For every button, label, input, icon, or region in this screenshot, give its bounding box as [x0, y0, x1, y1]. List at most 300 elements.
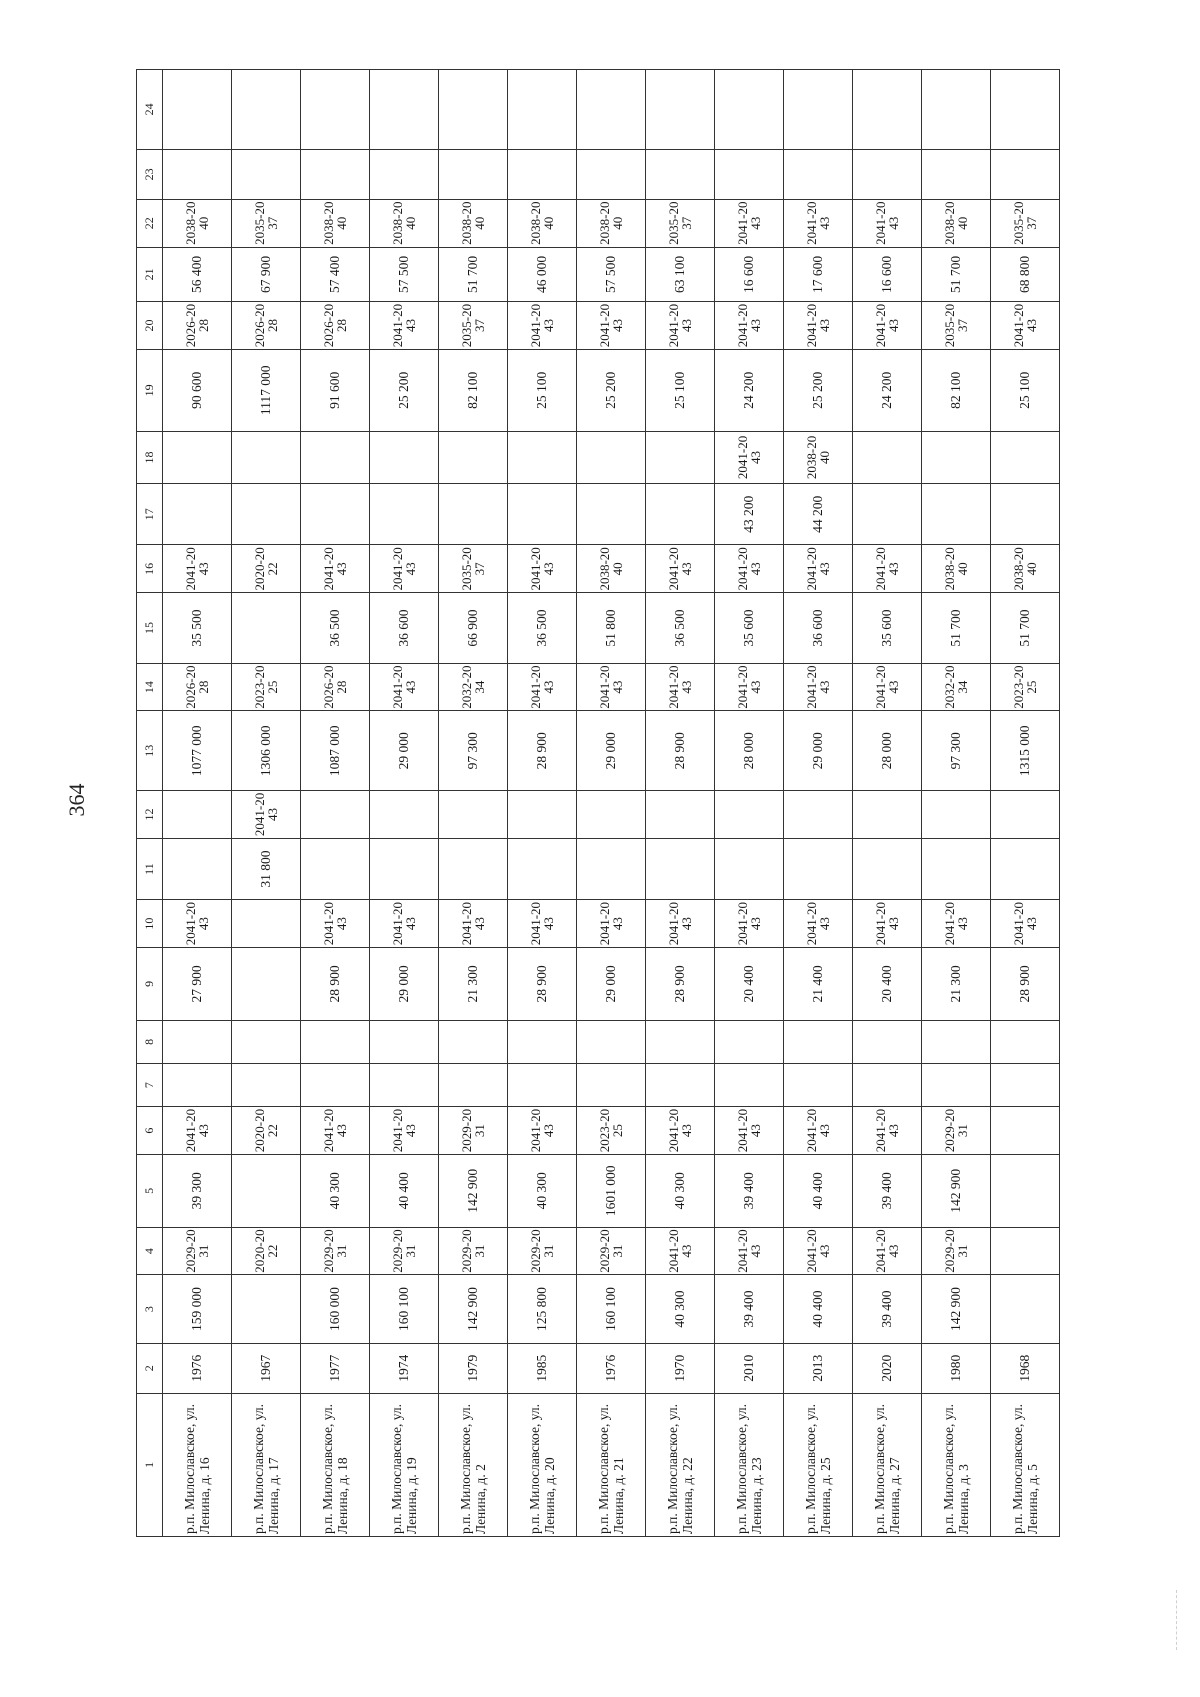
cost-cell: [646, 1020, 715, 1063]
cost-cell: [439, 1063, 508, 1106]
cost-cell: 51 700: [439, 247, 508, 302]
table-row: [370, 70, 439, 1537]
cost-cell: 27 900: [163, 948, 232, 1021]
address-cell: р.п. Милославское, ул. Ленина, д. 5: [991, 1393, 1060, 1536]
cost-cell: 21 300: [439, 948, 508, 1021]
cost-cell: [370, 838, 439, 899]
cost-cell: [646, 484, 715, 545]
period-cell: [232, 900, 301, 948]
cost-cell: [715, 70, 784, 150]
column-number-2: 2: [137, 1343, 163, 1393]
table-row: [922, 70, 991, 1537]
period-cell: [439, 791, 508, 839]
cost-cell: [508, 1020, 577, 1063]
table-row: [301, 70, 370, 1537]
cost-cell: 40 300: [508, 1154, 577, 1227]
period-cell: 2029-2031: [577, 1227, 646, 1275]
cost-cell: 24 200: [853, 349, 922, 431]
cost-cell: 44 200: [784, 484, 853, 545]
cost-cell: [991, 149, 1060, 199]
cost-cell: [301, 838, 370, 899]
cost-cell: 36 500: [508, 593, 577, 664]
cost-cell: [853, 149, 922, 199]
cost-cell: [853, 1063, 922, 1106]
rotated-table-wrapper: [136, 69, 1060, 1537]
cost-cell: [853, 70, 922, 150]
period-cell: 2029-2031: [922, 1107, 991, 1155]
cost-cell: [646, 70, 715, 150]
period-cell: 2041-2043: [646, 663, 715, 711]
cost-cell: 29 000: [577, 948, 646, 1021]
table-row: [577, 70, 646, 1537]
period-cell: 2041-2043: [784, 199, 853, 247]
period-cell: 2041-2043: [715, 1227, 784, 1275]
period-cell: 2029-2031: [922, 1227, 991, 1275]
period-cell: [370, 791, 439, 839]
cost-cell: [163, 1063, 232, 1106]
cost-cell: 36 600: [370, 593, 439, 664]
period-cell: 2041-2043: [370, 663, 439, 711]
cost-cell: 159 000: [163, 1275, 232, 1343]
period-cell: 2035-2037: [922, 302, 991, 350]
cost-cell: [715, 838, 784, 899]
period-cell: [991, 431, 1060, 483]
cost-cell: [853, 1020, 922, 1063]
build-year-cell: 1985: [508, 1343, 577, 1393]
cost-cell: 17 600: [784, 247, 853, 302]
period-cell: 2041-2043: [232, 791, 301, 839]
period-cell: 2038-2040: [922, 545, 991, 593]
table-row: [991, 70, 1060, 1537]
period-cell: 2041-2043: [370, 302, 439, 350]
cost-cell: 28 900: [508, 948, 577, 1021]
cost-cell: 1087 000: [301, 711, 370, 791]
table-body: [163, 70, 1060, 1537]
cost-cell: 36 600: [784, 593, 853, 664]
period-cell: [301, 791, 370, 839]
cost-cell: 21 300: [922, 948, 991, 1021]
cost-cell: 160 100: [577, 1275, 646, 1343]
cost-cell: 66 900: [439, 593, 508, 664]
cost-cell: 16 600: [715, 247, 784, 302]
cost-cell: [163, 838, 232, 899]
cost-cell: [232, 70, 301, 150]
column-number-18: 18: [137, 431, 163, 483]
cost-cell: 24 200: [715, 349, 784, 431]
period-cell: 2041-2043: [715, 1107, 784, 1155]
cost-cell: [301, 1063, 370, 1106]
address-cell: р.п. Милославское, ул. Ленина, д. 23: [715, 1393, 784, 1536]
column-number-8: 8: [137, 1020, 163, 1063]
period-cell: [646, 791, 715, 839]
cost-cell: [301, 70, 370, 150]
cost-cell: 57 400: [301, 247, 370, 302]
cost-cell: [991, 1063, 1060, 1106]
cost-cell: [577, 838, 646, 899]
cost-cell: 39 400: [853, 1275, 922, 1343]
period-cell: 2041-2043: [715, 545, 784, 593]
cost-cell: 82 100: [922, 349, 991, 431]
table-row: [439, 70, 508, 1537]
cost-cell: 35 500: [163, 593, 232, 664]
column-number-row: [137, 70, 163, 1537]
build-year-cell: 1980: [922, 1343, 991, 1393]
period-cell: 2038-2040: [439, 199, 508, 247]
column-number-5: 5: [137, 1154, 163, 1227]
address-cell: р.п. Милославское, ул. Ленина, д. 19: [370, 1393, 439, 1536]
column-number-14: 14: [137, 663, 163, 711]
cost-cell: 142 900: [439, 1275, 508, 1343]
cost-cell: [646, 1063, 715, 1106]
build-year-cell: 1968: [991, 1343, 1060, 1393]
period-cell: 2041-2043: [370, 1107, 439, 1155]
cost-cell: 1077 000: [163, 711, 232, 791]
build-year-cell: 1967: [232, 1343, 301, 1393]
build-year-cell: 2020: [853, 1343, 922, 1393]
build-year-cell: 1979: [439, 1343, 508, 1393]
cost-cell: 51 700: [922, 247, 991, 302]
cost-cell: 97 300: [922, 711, 991, 791]
build-year-cell: 1976: [577, 1343, 646, 1393]
cost-cell: [922, 1020, 991, 1063]
build-year-cell: 1977: [301, 1343, 370, 1393]
cost-cell: [370, 1063, 439, 1106]
cost-cell: [715, 149, 784, 199]
cost-cell: [646, 838, 715, 899]
period-cell: [508, 431, 577, 483]
cost-cell: [439, 70, 508, 150]
period-cell: 2041-2043: [784, 302, 853, 350]
cost-cell: 82 100: [439, 349, 508, 431]
cost-cell: [646, 149, 715, 199]
column-number-19: 19: [137, 349, 163, 431]
cost-cell: 25 200: [370, 349, 439, 431]
build-year-cell: 2010: [715, 1343, 784, 1393]
cost-cell: [784, 70, 853, 150]
capital-repair-schedule-table: [136, 69, 1060, 1537]
cost-cell: [922, 838, 991, 899]
cost-cell: 40 300: [301, 1154, 370, 1227]
period-cell: 2041-2043: [715, 199, 784, 247]
period-cell: [577, 431, 646, 483]
period-cell: 2041-2043: [715, 900, 784, 948]
cost-cell: [784, 838, 853, 899]
period-cell: 2020-2022: [232, 1107, 301, 1155]
cost-cell: [922, 1063, 991, 1106]
column-number-7: 7: [137, 1063, 163, 1106]
period-cell: 2041-2043: [577, 302, 646, 350]
period-cell: 2035-2037: [439, 302, 508, 350]
period-cell: 2041-2043: [508, 545, 577, 593]
column-number-4: 4: [137, 1227, 163, 1275]
period-cell: 2041-2043: [163, 1107, 232, 1155]
period-cell: 2029-2031: [163, 1227, 232, 1275]
address-cell: р.п. Милославское, ул. Ленина, д. 22: [646, 1393, 715, 1536]
cost-cell: 51 700: [922, 593, 991, 664]
cost-cell: 1315 000: [991, 711, 1060, 791]
period-cell: 2041-2043: [508, 302, 577, 350]
period-cell: 2041-2043: [784, 545, 853, 593]
cost-cell: [715, 1020, 784, 1063]
cost-cell: 43 200: [715, 484, 784, 545]
cost-cell: 29 000: [577, 711, 646, 791]
period-cell: 2041-2043: [853, 545, 922, 593]
cost-cell: 29 000: [370, 711, 439, 791]
column-number-16: 16: [137, 545, 163, 593]
period-cell: 2038-2040: [163, 199, 232, 247]
cost-cell: 36 500: [646, 593, 715, 664]
period-cell: 2041-2043: [991, 900, 1060, 948]
period-cell: 2041-2043: [646, 1227, 715, 1275]
period-cell: 2041-2043: [853, 1107, 922, 1155]
cost-cell: [991, 484, 1060, 545]
period-cell: [922, 791, 991, 839]
page-number: 364: [64, 783, 89, 817]
cost-cell: 20 400: [715, 948, 784, 1021]
column-number-9: 9: [137, 948, 163, 1021]
table-row: [508, 70, 577, 1537]
table-row: [853, 70, 922, 1537]
period-cell: 2041-2043: [853, 1227, 922, 1275]
period-cell: [163, 791, 232, 839]
column-number-20: 20: [137, 302, 163, 350]
cost-cell: 25 100: [991, 349, 1060, 431]
address-cell: р.п. Милославское, ул. Ленина, д. 21: [577, 1393, 646, 1536]
column-number-23: 23: [137, 149, 163, 199]
period-cell: 2029-2031: [439, 1227, 508, 1275]
cost-cell: [439, 149, 508, 199]
cost-cell: [301, 149, 370, 199]
period-cell: 2041-2043: [508, 900, 577, 948]
period-cell: 2041-2043: [577, 900, 646, 948]
cost-cell: [508, 838, 577, 899]
cost-cell: [508, 149, 577, 199]
cost-cell: 40 400: [784, 1154, 853, 1227]
period-cell: [301, 431, 370, 483]
period-cell: 2029-2031: [301, 1227, 370, 1275]
period-cell: 2020-2022: [232, 545, 301, 593]
cost-cell: [853, 484, 922, 545]
period-cell: 2041-2043: [922, 900, 991, 948]
period-cell: 2041-2043: [508, 663, 577, 711]
period-cell: 2029-2031: [508, 1227, 577, 1275]
cost-cell: [163, 149, 232, 199]
period-cell: 2038-2040: [370, 199, 439, 247]
cost-cell: [301, 484, 370, 545]
address-cell: р.п. Милославское, ул. Ленина, д. 18: [301, 1393, 370, 1536]
cost-cell: 16 600: [853, 247, 922, 302]
cost-cell: 28 900: [646, 948, 715, 1021]
cost-cell: 35 600: [715, 593, 784, 664]
period-cell: 2041-2043: [784, 1227, 853, 1275]
period-cell: 2041-2043: [853, 199, 922, 247]
period-cell: 2023-2025: [577, 1107, 646, 1155]
cost-cell: 142 900: [922, 1275, 991, 1343]
cost-cell: [922, 484, 991, 545]
cost-cell: [232, 1154, 301, 1227]
period-cell: 2035-2037: [439, 545, 508, 593]
period-cell: 2041-2043: [301, 1107, 370, 1155]
cost-cell: [991, 838, 1060, 899]
period-cell: 2038-2040: [922, 199, 991, 247]
cost-cell: 39 400: [715, 1275, 784, 1343]
period-cell: 2038-2040: [508, 199, 577, 247]
cost-cell: [232, 149, 301, 199]
column-number-22: 22: [137, 199, 163, 247]
column-number-15: 15: [137, 593, 163, 664]
column-number-17: 17: [137, 484, 163, 545]
period-cell: 2041-2043: [646, 545, 715, 593]
column-number-3: 3: [137, 1275, 163, 1343]
period-cell: 2023-2025: [232, 663, 301, 711]
cost-cell: [922, 70, 991, 150]
period-cell: 2041-2043: [784, 1107, 853, 1155]
cost-cell: 28 900: [508, 711, 577, 791]
cost-cell: 40 300: [646, 1154, 715, 1227]
period-cell: 2041-2043: [577, 663, 646, 711]
period-cell: 2041-2043: [370, 900, 439, 948]
cost-cell: 56 400: [163, 247, 232, 302]
period-cell: 2041-2043: [784, 900, 853, 948]
cost-cell: 125 800: [508, 1275, 577, 1343]
period-cell: 2041-2043: [163, 545, 232, 593]
cost-cell: [577, 149, 646, 199]
period-cell: 2038-2040: [991, 545, 1060, 593]
period-cell: 2035-2037: [991, 199, 1060, 247]
period-cell: 2038-2040: [577, 545, 646, 593]
address-cell: р.п. Милославское, ул. Ленина, д. 20: [508, 1393, 577, 1536]
period-cell: 2029-2031: [439, 1107, 508, 1155]
cost-cell: 28 900: [991, 948, 1060, 1021]
cost-cell: 35 600: [853, 593, 922, 664]
period-cell: 2023-2025: [991, 663, 1060, 711]
cost-cell: 63 100: [646, 247, 715, 302]
address-cell: р.п. Милославское, ул. Ленина, д. 27: [853, 1393, 922, 1536]
build-year-cell: 1970: [646, 1343, 715, 1393]
cost-cell: 91 600: [301, 349, 370, 431]
period-cell: 2032-2034: [439, 663, 508, 711]
period-cell: 2029-2031: [370, 1227, 439, 1275]
cost-cell: [232, 1063, 301, 1106]
cost-cell: [439, 484, 508, 545]
period-cell: [508, 791, 577, 839]
period-cell: 2035-2037: [646, 199, 715, 247]
cost-cell: 51 700: [991, 593, 1060, 664]
cost-cell: 160 100: [370, 1275, 439, 1343]
cost-cell: [163, 1020, 232, 1063]
cost-cell: 39 300: [163, 1154, 232, 1227]
period-cell: [577, 791, 646, 839]
cost-cell: 67 900: [232, 247, 301, 302]
period-cell: [646, 431, 715, 483]
period-cell: 2041-2043: [163, 900, 232, 948]
cost-cell: 28 900: [646, 711, 715, 791]
column-number-11: 11: [137, 838, 163, 899]
period-cell: 2041-2043: [991, 302, 1060, 350]
cost-cell: 1601 000: [577, 1154, 646, 1227]
period-cell: [991, 791, 1060, 839]
cost-cell: [577, 70, 646, 150]
period-cell: 2026-2028: [163, 663, 232, 711]
cost-cell: [163, 484, 232, 545]
period-cell: 2041-2043: [715, 302, 784, 350]
period-cell: 2026-2028: [232, 302, 301, 350]
cost-cell: 36 500: [301, 593, 370, 664]
period-cell: 2020-2022: [232, 1227, 301, 1275]
cost-cell: [577, 1020, 646, 1063]
cost-cell: 142 900: [439, 1154, 508, 1227]
cost-cell: [232, 948, 301, 1021]
cost-cell: 28 000: [853, 711, 922, 791]
period-cell: 2041-2043: [301, 545, 370, 593]
period-cell: 2026-2028: [301, 302, 370, 350]
column-number-6: 6: [137, 1107, 163, 1155]
column-number-24: 24: [137, 70, 163, 150]
cost-cell: 31 800: [232, 838, 301, 899]
period-cell: 2032-2034: [922, 663, 991, 711]
scan-artifact: [1176, 1590, 1179, 1650]
cost-cell: 29 000: [370, 948, 439, 1021]
cost-cell: 40 400: [784, 1275, 853, 1343]
table-row: [646, 70, 715, 1537]
column-number-10: 10: [137, 900, 163, 948]
period-cell: [439, 431, 508, 483]
cost-cell: 51 800: [577, 593, 646, 664]
cost-cell: [508, 70, 577, 150]
column-number-21: 21: [137, 247, 163, 302]
period-cell: [991, 1107, 1060, 1155]
cost-cell: 40 400: [370, 1154, 439, 1227]
address-cell: р.п. Милославское, ул. Ленина, д. 25: [784, 1393, 853, 1536]
column-number-1: 1: [137, 1393, 163, 1536]
cost-cell: [715, 1063, 784, 1106]
cost-cell: [301, 1020, 370, 1063]
cost-cell: 40 300: [646, 1275, 715, 1343]
address-cell: р.п. Милославское, ул. Ленина, д. 16: [163, 1393, 232, 1536]
period-cell: [784, 791, 853, 839]
cost-cell: 20 400: [853, 948, 922, 1021]
cost-cell: [784, 149, 853, 199]
address-cell: р.п. Милославское, ул. Ленина, д. 3: [922, 1393, 991, 1536]
period-cell: [163, 431, 232, 483]
period-cell: 2041-2043: [853, 663, 922, 711]
cost-cell: 39 400: [853, 1154, 922, 1227]
cost-cell: 25 200: [784, 349, 853, 431]
period-cell: 2026-2028: [301, 663, 370, 711]
build-year-cell: 1976: [163, 1343, 232, 1393]
cost-cell: [784, 1063, 853, 1106]
period-cell: 2038-2040: [577, 199, 646, 247]
cost-cell: [784, 1020, 853, 1063]
period-cell: 2041-2043: [715, 431, 784, 483]
period-cell: [715, 791, 784, 839]
period-cell: 2041-2043: [508, 1107, 577, 1155]
period-cell: 2041-2043: [853, 900, 922, 948]
cost-cell: 1117 000: [232, 349, 301, 431]
cost-cell: [439, 838, 508, 899]
period-cell: [922, 431, 991, 483]
cost-cell: 28 900: [301, 948, 370, 1021]
cost-cell: [508, 484, 577, 545]
period-cell: 2041-2043: [301, 900, 370, 948]
cost-cell: [370, 70, 439, 150]
cost-cell: 25 200: [577, 349, 646, 431]
cost-cell: [439, 1020, 508, 1063]
cost-cell: 90 600: [163, 349, 232, 431]
table-row: [715, 70, 784, 1537]
cost-cell: 28 000: [715, 711, 784, 791]
period-cell: 2041-2043: [646, 900, 715, 948]
